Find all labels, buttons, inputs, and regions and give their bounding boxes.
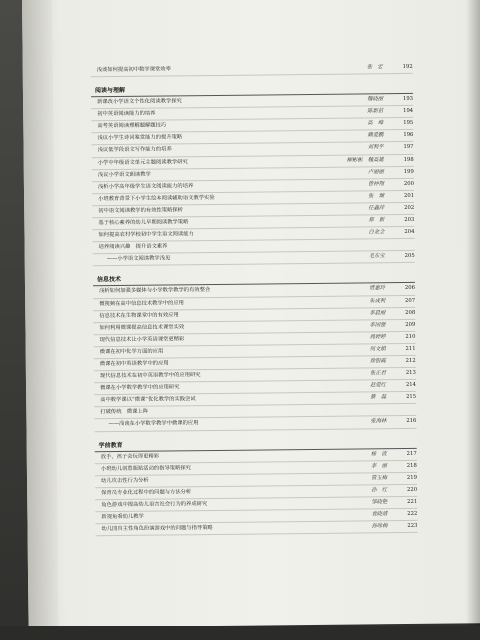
entry-page: 200 bbox=[403, 180, 414, 187]
entry-title: 浅议小学语文朗读教学 bbox=[97, 171, 151, 178]
entry-page: 202 bbox=[404, 204, 415, 211]
entry-author: 毛东宝 bbox=[368, 253, 385, 260]
entry-title: 浅谈如何提高初中数学课堂效率 bbox=[96, 66, 171, 74]
entry-page: 214 bbox=[405, 382, 417, 389]
table-of-contents bbox=[91, 62, 418, 537]
entry-author: 李国强 bbox=[369, 321, 386, 329]
entry-title: 小班幼儿创意瓶贴活动的指导策略探究 bbox=[100, 464, 192, 472]
entry-title: 浅议低学段语文写作能力的培养 bbox=[97, 146, 172, 154]
entry-page: 197 bbox=[403, 144, 414, 151]
entry-page: 207 bbox=[405, 297, 416, 304]
entry-title: 幼儿攻击性行为分析 bbox=[101, 477, 149, 484]
entry-author: 郑 新 bbox=[368, 217, 385, 224]
entry-title: 如何提高农村学校初中学生语文阅读能力 bbox=[98, 231, 194, 239]
entry-author: 邹晓艳 bbox=[371, 499, 388, 506]
entry-author: 张 瑞 bbox=[368, 193, 385, 200]
entry-page: 209 bbox=[405, 321, 416, 328]
section-heading: 阅读与理解 bbox=[91, 82, 413, 97]
entry-page: 204 bbox=[404, 229, 415, 236]
entry-title: 信息技术在生物课堂中的有效应用 bbox=[99, 311, 179, 319]
entry-title: 新视角看幼儿教学 bbox=[101, 513, 144, 521]
entry-title: 微视频在高中信息技术教学中的应用 bbox=[99, 299, 184, 307]
entry-title: 浅析如何加强多媒体与小学数学教学的有效整合 bbox=[99, 287, 211, 295]
entry-title: 高考英语阅读理解题解题技巧 bbox=[97, 122, 167, 130]
entry-page: 221 bbox=[407, 498, 418, 505]
entry-author: 柳彬彬 魏高雄 bbox=[346, 156, 384, 164]
page-shadow bbox=[466, 0, 480, 640]
entry-page: 210 bbox=[405, 333, 416, 340]
entry-title: 高中数学课以“微课”优化教学的实践尝试 bbox=[100, 396, 196, 404]
entry-title: 打破传统 微课上阵 bbox=[100, 409, 149, 416]
entry-title: 新课改小学语文个性化阅读教学探究 bbox=[97, 98, 182, 106]
entry-author: 李 丽 bbox=[370, 462, 387, 469]
entry-page: 205 bbox=[404, 253, 415, 260]
entry-page: 220 bbox=[406, 486, 418, 493]
entry-author: 张海林 bbox=[370, 418, 387, 425]
entry-author: 陈新苗 bbox=[367, 108, 384, 115]
entry-title: 小班教育背景下小学生绘本阅读辅助语文教学实验 bbox=[98, 194, 215, 203]
entry-author: 袁晓清 bbox=[371, 511, 388, 518]
entry-author: 徐银霞 bbox=[369, 358, 386, 365]
entry-author: 贾惠玲 bbox=[369, 285, 386, 292]
entry-title: 微课在初中化学方面的应用 bbox=[99, 348, 164, 356]
entry-title: ——浅谈在小学数学教学中微课的应用 bbox=[108, 420, 199, 428]
entry-page: 218 bbox=[406, 462, 417, 469]
entry-title: 初中语文阅读教学的有效性策略探析 bbox=[98, 207, 184, 215]
entry-page: 195 bbox=[403, 120, 414, 127]
section-heading: 信息技术 bbox=[93, 271, 415, 286]
entry-author: 赖爱鹏 bbox=[367, 132, 384, 139]
entry-page: 208 bbox=[405, 309, 416, 316]
section-heading: 学前教育 bbox=[95, 436, 417, 451]
entry-author: 孙 红 bbox=[371, 487, 388, 494]
entry-author: 孙咏梅 bbox=[371, 523, 388, 530]
entry-title: 如何利用微课提高信息技术课堂实效 bbox=[99, 324, 185, 331]
entry-page: 203 bbox=[404, 216, 415, 224]
entry-title: 培养阅读兴趣 提升语文素养 bbox=[98, 243, 168, 251]
entry-author: 任鑫萍 bbox=[368, 205, 385, 212]
entry-page: 196 bbox=[403, 132, 414, 139]
entry-author: 高 峰 bbox=[367, 120, 384, 127]
entry-author: 张正君 bbox=[369, 370, 386, 377]
entry-title: 浅议小学生诗词鉴赏能力的提升策略 bbox=[97, 134, 183, 142]
entry-author: 杨 波 bbox=[370, 450, 387, 457]
entry-author: 赵爱红 bbox=[370, 382, 387, 389]
entry-author: 刘利平 bbox=[367, 144, 384, 151]
entry-page: 222 bbox=[407, 510, 418, 517]
entry-page: 206 bbox=[404, 285, 416, 292]
entry-author: 何文娟 bbox=[369, 346, 386, 353]
entry-page: 216 bbox=[406, 418, 417, 425]
entry-author: 卢丽丽 bbox=[367, 168, 384, 176]
entry-page: 211 bbox=[405, 345, 416, 352]
page-gutter bbox=[22, 0, 59, 628]
entry-title: 现代信息技术在初中英语教学中的应用研究 bbox=[99, 372, 201, 380]
toc-entry bbox=[95, 521, 417, 536]
entry-title: 初中英语阅读能力的培养 bbox=[97, 110, 156, 118]
entry-title: 放手，孩子会玩得更精彩 bbox=[100, 453, 160, 460]
entry-page: 194 bbox=[403, 108, 414, 115]
entry-author: 曾仲翔 bbox=[368, 180, 384, 188]
entry-author: 朱成利 bbox=[369, 297, 386, 304]
entry-page: 219 bbox=[406, 474, 418, 481]
entry-title: 角色游戏中提高幼儿语言社会行为的养成研究 bbox=[101, 500, 208, 509]
entry-title: 小学中年级语文单元主题阅读教学研究 bbox=[97, 158, 188, 166]
entry-title: 微课在初中英语教学中的应用 bbox=[99, 360, 169, 368]
entry-author: 李晨丽 bbox=[369, 309, 386, 316]
entry-author: 蔡 磊 bbox=[370, 394, 387, 401]
entry-page: 215 bbox=[406, 394, 417, 401]
entry-title: 保育员专业化过程中的问题与方法分析 bbox=[101, 489, 192, 497]
entry-page: 212 bbox=[405, 357, 416, 364]
background-surface bbox=[0, 626, 480, 640]
entry-title: 幼儿园自主性角色扮演游戏中的问题与指导策略 bbox=[101, 525, 213, 533]
entry-title: 微课在小学数学教学中的应用研究 bbox=[100, 384, 180, 392]
entry-page: 193 bbox=[402, 96, 414, 103]
entry-title: 浅析小学高年级学生语文阅读能力的培养 bbox=[97, 182, 194, 190]
entry-author: 白金全 bbox=[368, 229, 385, 236]
entry-page: 217 bbox=[406, 450, 417, 457]
entry-title: 基于核心素养的幼儿早期阅读教学策略 bbox=[98, 219, 189, 227]
entry-title: 现代信息技术让小学英语课堂更精彩 bbox=[99, 336, 185, 343]
entry-author: 管玉梅 bbox=[371, 474, 388, 482]
entry-author: 张 宏 bbox=[366, 64, 383, 71]
book-page bbox=[22, 0, 480, 628]
entry-page: 198 bbox=[403, 156, 414, 163]
entry-title: ——小学语文阅读教学浅见 bbox=[106, 255, 171, 263]
entry-page: 213 bbox=[405, 369, 416, 377]
entry-page: 192 bbox=[402, 63, 413, 71]
entry-page: 223 bbox=[407, 522, 418, 530]
entry-page: 199 bbox=[403, 168, 414, 175]
entry-author: 周婷婷 bbox=[369, 333, 386, 341]
entry-page: 201 bbox=[403, 192, 415, 199]
entry-author: 魏晓丽 bbox=[367, 96, 384, 103]
